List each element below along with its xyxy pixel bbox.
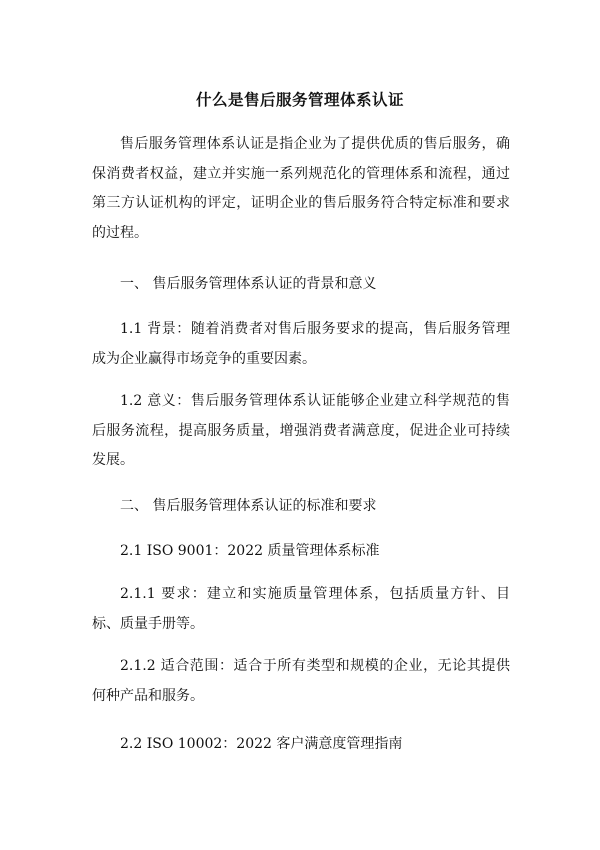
section-1-2-paragraph: 1.2 意义：售后服务管理体系认证能够企业建立科学规范的售后服务流程，提高服务质量，增强消费者满意度，促进企业可持续发展。 [92,393,510,468]
section-2-2-heading: 2.2 ISO 10002：2022 客户满意度管理指南 [120,736,403,752]
section-2-heading: 二、 售后服务管理体系认证的标准和要求 [120,498,377,514]
section-2-1-1-paragraph: 2.1.1 要求：建立和实施质量管理体系，包括质量方针、目标、质量手册等。 [92,586,510,632]
section-1-heading: 一、 售后服务管理体系认证的背景和意义 [120,276,377,292]
section-1-1-paragraph: 1.1 背景：随着消费者对售后服务要求的提高，售后服务管理成为企业赢得市场竞争的重要因素。 [92,321,510,367]
section-2-1-heading: 2.1 ISO 9001：2022 质量管理体系标准 [120,543,380,559]
section-2-1-2-paragraph: 2.1.2 适合范围：适合于所有类型和规模的企业，无论其提供何种产品和服务。 [92,658,510,704]
intro-paragraph: 售后服务管理体系认证是指企业为了提供优质的售后服务，确保消费者权益，建立并实施一系列规范化的管理体系和流程，通过第三方认证机构的评定，证明企业的售后服务符合特定标准和要求的过程。 [92,136,510,241]
document-title: 什么是售后服务管理体系认证 [195,91,404,109]
